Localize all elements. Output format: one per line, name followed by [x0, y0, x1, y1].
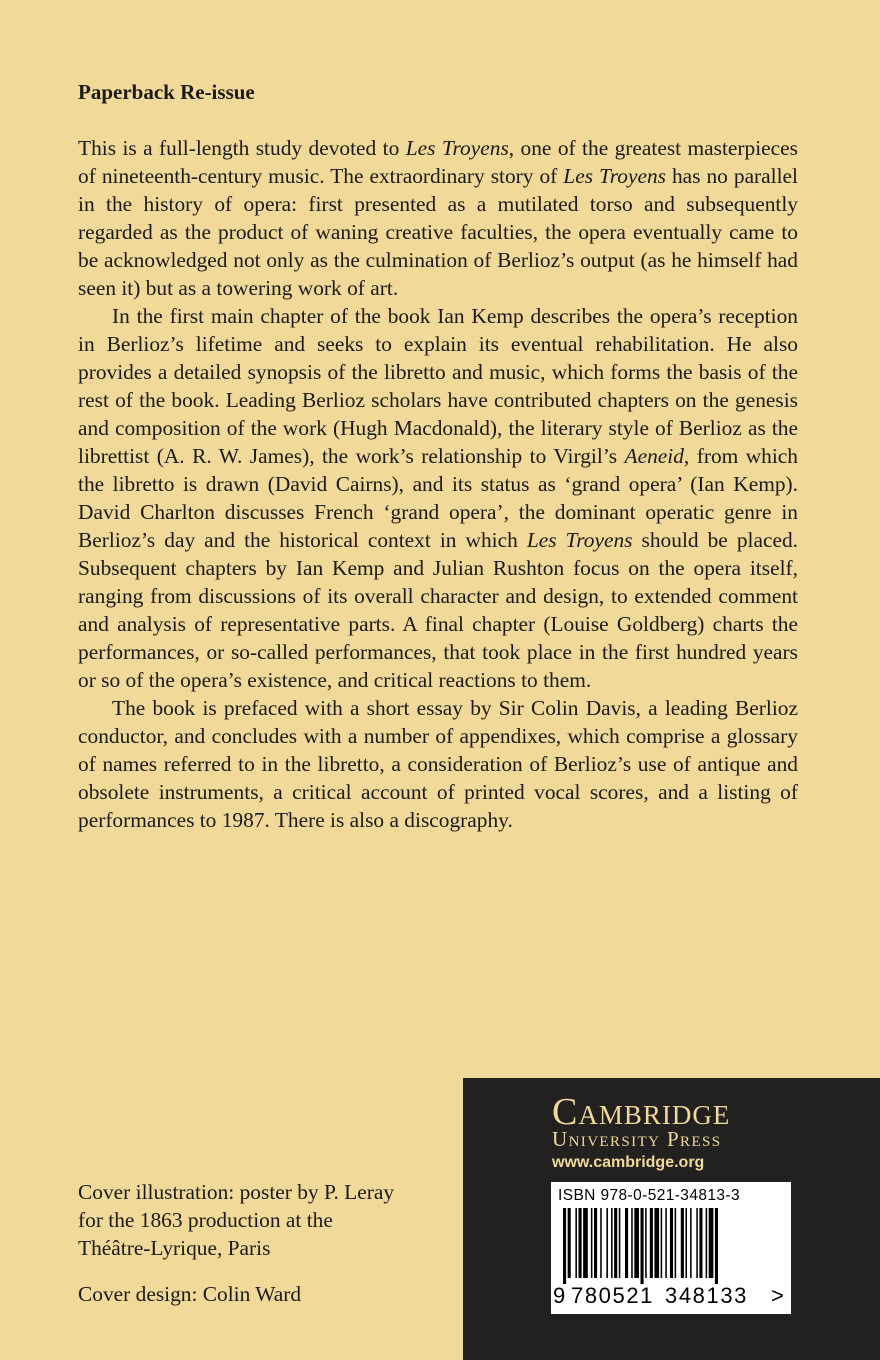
barcode-bar — [614, 1208, 617, 1278]
text-run: , from which the libretto is drawn (David Cairns), and its status as ‘grand opera’ (Ian Kemp). David Charlton discusses French ‘grand opera’, the dominant operatic genre in Berlioz’s day and the historical context in which — [78, 444, 799, 552]
publisher-subtitle: University Press — [552, 1127, 722, 1151]
text-run: This is a full-length study devoted to — [78, 136, 406, 160]
barcode-bar — [579, 1208, 582, 1278]
blurb-text — [78, 134, 798, 834]
barcode-bar — [594, 1208, 597, 1278]
barcode-bar — [690, 1208, 692, 1278]
text-run: , one of the greatest masterpieces of nineteenth-century music. The extraordinary story of — [78, 136, 798, 188]
barcode-bar — [665, 1208, 667, 1278]
barcode-digit-group: 9 — [553, 1283, 567, 1308]
cover-credits — [78, 1178, 394, 1308]
text-run: The book is prefaced with a short essay by Sir Colin Davis, a leading Berlioz conductor, and concludes with a number of appendixes, which comprise a glossary of names referred to in the libretto, a consideration of Berlioz’s use of antique and obsolete instruments, a critical account of printed vocal scores, and a listing of performances to 1987. There is also a discography. — [78, 696, 798, 832]
barcode-bar — [575, 1208, 577, 1278]
blurb-paragraph-2 — [78, 302, 798, 694]
barcode-bar — [670, 1208, 673, 1278]
barcode-bar — [715, 1208, 718, 1284]
italic-title: Les Troyens — [405, 136, 509, 160]
barcode-bar — [591, 1208, 593, 1278]
barcode-bar — [563, 1208, 566, 1284]
barcode-bar — [619, 1208, 621, 1278]
isbn-label: ISBN 978-0-521-34813-3 — [558, 1187, 740, 1204]
section-heading: Paperback Re-issue — [78, 80, 255, 104]
publisher-url: www.cambridge.org — [552, 1154, 705, 1171]
barcode-bar — [641, 1208, 644, 1284]
barcode-digit-group: 348133 — [665, 1283, 749, 1308]
publisher-name: Cambridge — [552, 1091, 731, 1133]
barcode-bar — [696, 1208, 698, 1278]
barcode-digit-group: > — [771, 1283, 786, 1308]
barcode-bar — [661, 1208, 663, 1278]
publisher-panel — [463, 1078, 880, 1360]
barcode-bar — [650, 1208, 653, 1278]
barcode-bar — [681, 1208, 684, 1278]
barcode-bar — [685, 1208, 687, 1278]
barcode-bar — [625, 1208, 628, 1278]
blurb-paragraph-1 — [78, 134, 798, 302]
barcode-bar — [634, 1208, 639, 1278]
barcode-bar — [654, 1208, 659, 1278]
text-run: should be placed. Subsequent chapters by Ian Kemp and Julian Rushton focus on the opera itself, ranging from discussions of its overall character and design, to extended comment and analysis of representative parts. A final chapter (Louise Goldberg) charts the performances, or so-called performances, that took place in the first hundred years or so of the opera’s existence, and critical reactions to them. — [78, 528, 798, 692]
barcode-bar — [699, 1208, 702, 1278]
barcode-bar — [645, 1208, 647, 1278]
barcode-bar — [611, 1208, 613, 1278]
barcode-bar — [568, 1208, 571, 1278]
illustration-credit-line: for the 1863 production at the — [78, 1208, 333, 1232]
illustration-credit — [78, 1178, 394, 1262]
barcode-bars — [563, 1208, 779, 1284]
illustration-credit-line: Cover illustration: poster by P. Leray — [78, 1180, 395, 1204]
barcode-bar — [606, 1208, 608, 1278]
barcode-digit-group: 780521 — [571, 1283, 655, 1308]
barcode-bar — [675, 1208, 677, 1278]
barcode-bar — [631, 1208, 633, 1278]
design-credit: Cover design: Colin Ward — [78, 1282, 302, 1306]
text-run: has no parallel in the history of opera: first presented as a mutilated torso and subsequently regarded as the product of waning creative faculties, the opera eventually came to be acknowledged not only as the culmination of Berlioz’s output (as he himself had seen it) but as a towering work of art. — [78, 164, 798, 300]
text-run: In the first main chapter of the book Ian Kemp describes the opera’s reception in Berlioz’s lifetime and seeks to explain its eventual rehabilitation. He also provides a detailed synopsis of the libretto and music, which forms the basis of the rest of the book. Leading Berlioz scholars have contributed chapters on the genesis and composition of the work (Hugh Macdonald), the literary style of Berlioz as the librettist (A. R. W. James), the work’s relationship to Virgil’s — [78, 304, 798, 468]
illustration-credit-line: Théâtre-Lyrique, Paris — [78, 1236, 271, 1260]
barcode-bar — [709, 1208, 714, 1278]
barcode-box — [551, 1182, 791, 1314]
blurb-paragraph-3 — [78, 694, 798, 834]
barcode-bar — [583, 1208, 588, 1278]
barcode-bar — [706, 1208, 708, 1278]
barcode-bar — [600, 1208, 602, 1278]
italic-title: Les Troyens — [526, 528, 633, 552]
italic-title: Aeneid — [624, 444, 684, 468]
italic-title: Les Troyens — [563, 164, 666, 188]
